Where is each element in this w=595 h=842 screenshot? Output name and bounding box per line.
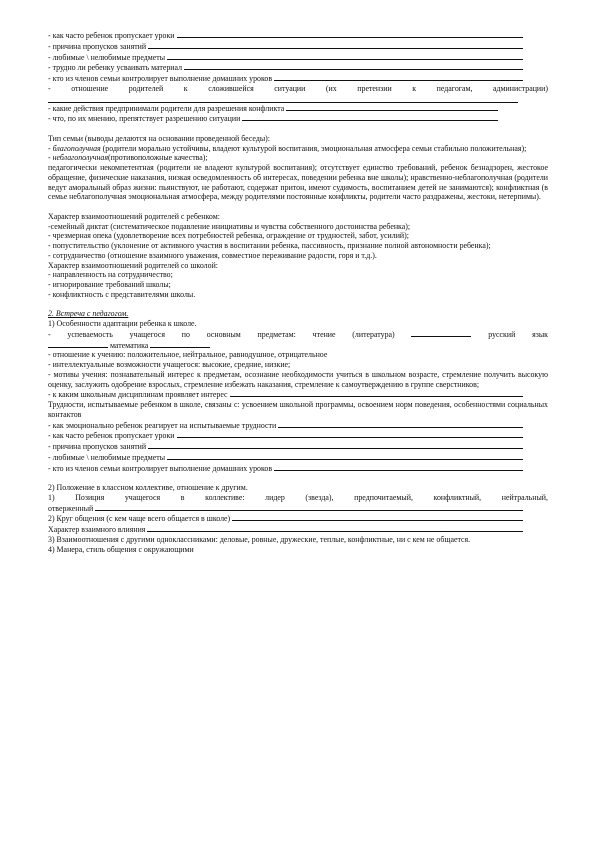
form-line — [48, 430, 523, 441]
motives-text: - мотивы учения: познавательный интерес к предметам, осознание необходимости учиться в школьном возрасте, стремление получить высокую оценку, заслужить одобрение взрослых, стремление избежать наказания, стремление к самоутверждению в группе сверстников; — [48, 369, 548, 389]
relations-item: - чрезмерная опека (удовлетворение всех потребностей ребенка, ограждение от трудностей, забот, усилий); — [48, 231, 409, 241]
fill-in-field[interactable] — [177, 30, 523, 38]
family-type-term: - неблагополучная — [48, 153, 109, 163]
school-relations-item: - конфликтность с представителями школы. — [48, 289, 196, 299]
form-line-label: Характер взаимного влияния — [48, 525, 146, 534]
form-line-label: отверженный — [48, 503, 94, 513]
parents-attitude-text: - отношение родителей к сложившейся ситуации (их претензии к педагогам, администрации) — [48, 83, 548, 93]
form-line-label: - причина пропусков занятий — [48, 41, 147, 51]
fill-in-field[interactable] — [95, 503, 523, 511]
school-relations-heading: Характер взаимоотношений родителей со школой: — [48, 260, 218, 270]
form-line-label: - как часто ребенок пропускает уроки — [48, 31, 175, 40]
collective-subheading: 2) Положение в классном коллективе, отношение к другим. — [48, 483, 248, 492]
fill-in-field[interactable] — [232, 513, 523, 521]
relations-item: - сотрудничество (отношение взаимного уважения, совместное переживание радости, горя и т.д.). — [48, 250, 377, 260]
form-line-label: - кто из членов семьи контролирует выполнение домашних уроков — [48, 463, 273, 473]
form-line — [48, 389, 523, 400]
family-type-heading: Тип семьи (выводы делаются на основании проведенной беседы): — [48, 133, 270, 143]
form-line-label: - кто из членов семьи контролирует выполнение домашних уроков — [48, 74, 273, 83]
document-page — [48, 30, 548, 554]
fill-in-field[interactable] — [230, 389, 523, 397]
fill-in-field[interactable] — [177, 430, 523, 438]
relations-heading: Характер взаимоотношений родителей с ребенком: — [48, 211, 220, 221]
difficulties-text: Трудности, испытываемые ребенком в школе, связаны с: усвоением школьной программы, освоением норм поведения, особенностями социальных контактов — [48, 400, 548, 419]
abilities-text: - интеллектуальные возможности учащегося: высокие, средние, низкие; — [48, 360, 291, 369]
fill-in-field[interactable] — [150, 340, 210, 348]
relations-item: - попустительство (уклонение от активного участия в воспитании ребенка, пассивность, признание полной автономности ребенка); — [48, 241, 491, 250]
form-line — [48, 513, 523, 524]
learning-attitude: - отношение к учению: положительное, нейтральное, равнодушное, отрицательное — [48, 350, 328, 360]
form-line-label: 2) Круг общения (с кем чаще всего общается в школе) — [48, 514, 231, 524]
form-line-label: - как часто ребенок пропускает уроки — [48, 431, 175, 441]
russian-label: русский язык — [488, 329, 548, 339]
fill-in-field[interactable] — [274, 73, 523, 81]
fill-in-field[interactable] — [48, 94, 518, 103]
manner-text: 4) Манера, стиль общения с окружающими — [48, 544, 194, 554]
progress-line — [48, 329, 548, 340]
fill-in-field[interactable] — [167, 452, 523, 460]
family-type-unfavourable — [48, 153, 548, 163]
form-line — [48, 452, 523, 463]
form-line-label: - любимые \ нелюбимые предметы — [48, 52, 165, 62]
form-line — [48, 113, 498, 124]
adaptation-subheading: 1) Особенности адаптации ребенка к школе. — [48, 319, 197, 328]
form-line — [48, 441, 523, 452]
form-line — [48, 103, 498, 114]
form-line-label: - любимые \ нелюбимые предметы — [48, 452, 165, 462]
form-line — [48, 524, 523, 535]
form-line-label: - причина пропусков занятий — [48, 442, 147, 451]
family-type-favourable — [48, 144, 548, 154]
progress-line-2 — [48, 340, 548, 351]
fill-in-field[interactable] — [184, 62, 523, 70]
family-type-desc: (противоположные качества); — [108, 153, 208, 163]
fill-in-field[interactable] — [148, 441, 523, 449]
math-label: математика — [109, 340, 149, 350]
family-type-term: - благополучная — [48, 143, 101, 153]
form-line — [48, 30, 523, 41]
fill-in-field[interactable] — [242, 113, 498, 121]
form-line — [48, 420, 523, 431]
form-line — [48, 52, 523, 63]
classmates-text: 3) Взаимоотношения с другими одноклассниками: деловые, ровные, дружеские, теплые, конфликтные, ни с кем не общается. — [48, 534, 471, 544]
fill-in-field[interactable] — [167, 52, 523, 60]
teacher-section-heading: 2. Встреча с педагогом. — [48, 309, 129, 319]
fill-in-field[interactable] — [411, 329, 471, 337]
form-line — [48, 62, 523, 73]
fill-in-field[interactable] — [278, 420, 523, 428]
progress-label: - успеваемость учащегося по основным предметам: чтение (литература) — [48, 329, 395, 339]
relations-item: -семейный диктат (систематическое подавление инициативы и чувства собственного достоинства ребенка); — [48, 221, 411, 231]
form-line — [48, 41, 523, 52]
family-type-details: педагогически некомпетентная (родители не владеют культурой воспитания); отсутствует единство требований, ребенок безнадзорен, жестокое обращение, физические наказания, низкая осведомленность об интересах, поведении ребенка вне школы); нравственно-неблагополучная (родители ведут аморальный образ жизни: пьянствуют, не работают, содержат притон, имеют судимость, воспитанием детей не занимаются); конфликтная (в семье неблагополучная эмоциональная атмосфера, между родителями постоянные конфликты, родители часто раздражены, жестоки, нетерпимы). — [48, 163, 548, 202]
school-relations-item: - игнорирование требований школы; — [48, 280, 171, 289]
form-line-label: - что, по их мнению, препятствует разрешению ситуации — [48, 114, 241, 124]
family-type-desc: (родители морально устойчивы, владеют культурой воспитания, эмоциональная атмосфера семьи стабильно положительная); — [100, 143, 527, 153]
school-relations-item: - направленность на сотрудничество; — [48, 270, 173, 280]
form-line — [48, 463, 523, 474]
form-line-label: - к каким школьным дисциплинам проявляет интерес — [48, 390, 228, 400]
form-line — [48, 503, 523, 514]
fill-in-field[interactable] — [274, 463, 523, 471]
fill-in-field[interactable] — [147, 524, 523, 532]
form-line-label: - как эмоционально ребенок реагирует на испытываемые трудности — [48, 420, 277, 430]
fill-in-field[interactable] — [286, 103, 498, 111]
form-line-label: - трудно ли ребенку усваивать материал — [48, 63, 183, 73]
fill-in-field[interactable] — [48, 340, 108, 348]
position-text: 1) Позиция учащегося в коллективе: лидер (звезда), предпочитаемый, конфликтный, нейтральный, — [48, 492, 548, 502]
fill-in-field[interactable] — [148, 41, 523, 49]
form-line-label: - какие действия предпринимали родители для разрешения конфликта — [48, 103, 285, 113]
form-line — [48, 73, 523, 84]
